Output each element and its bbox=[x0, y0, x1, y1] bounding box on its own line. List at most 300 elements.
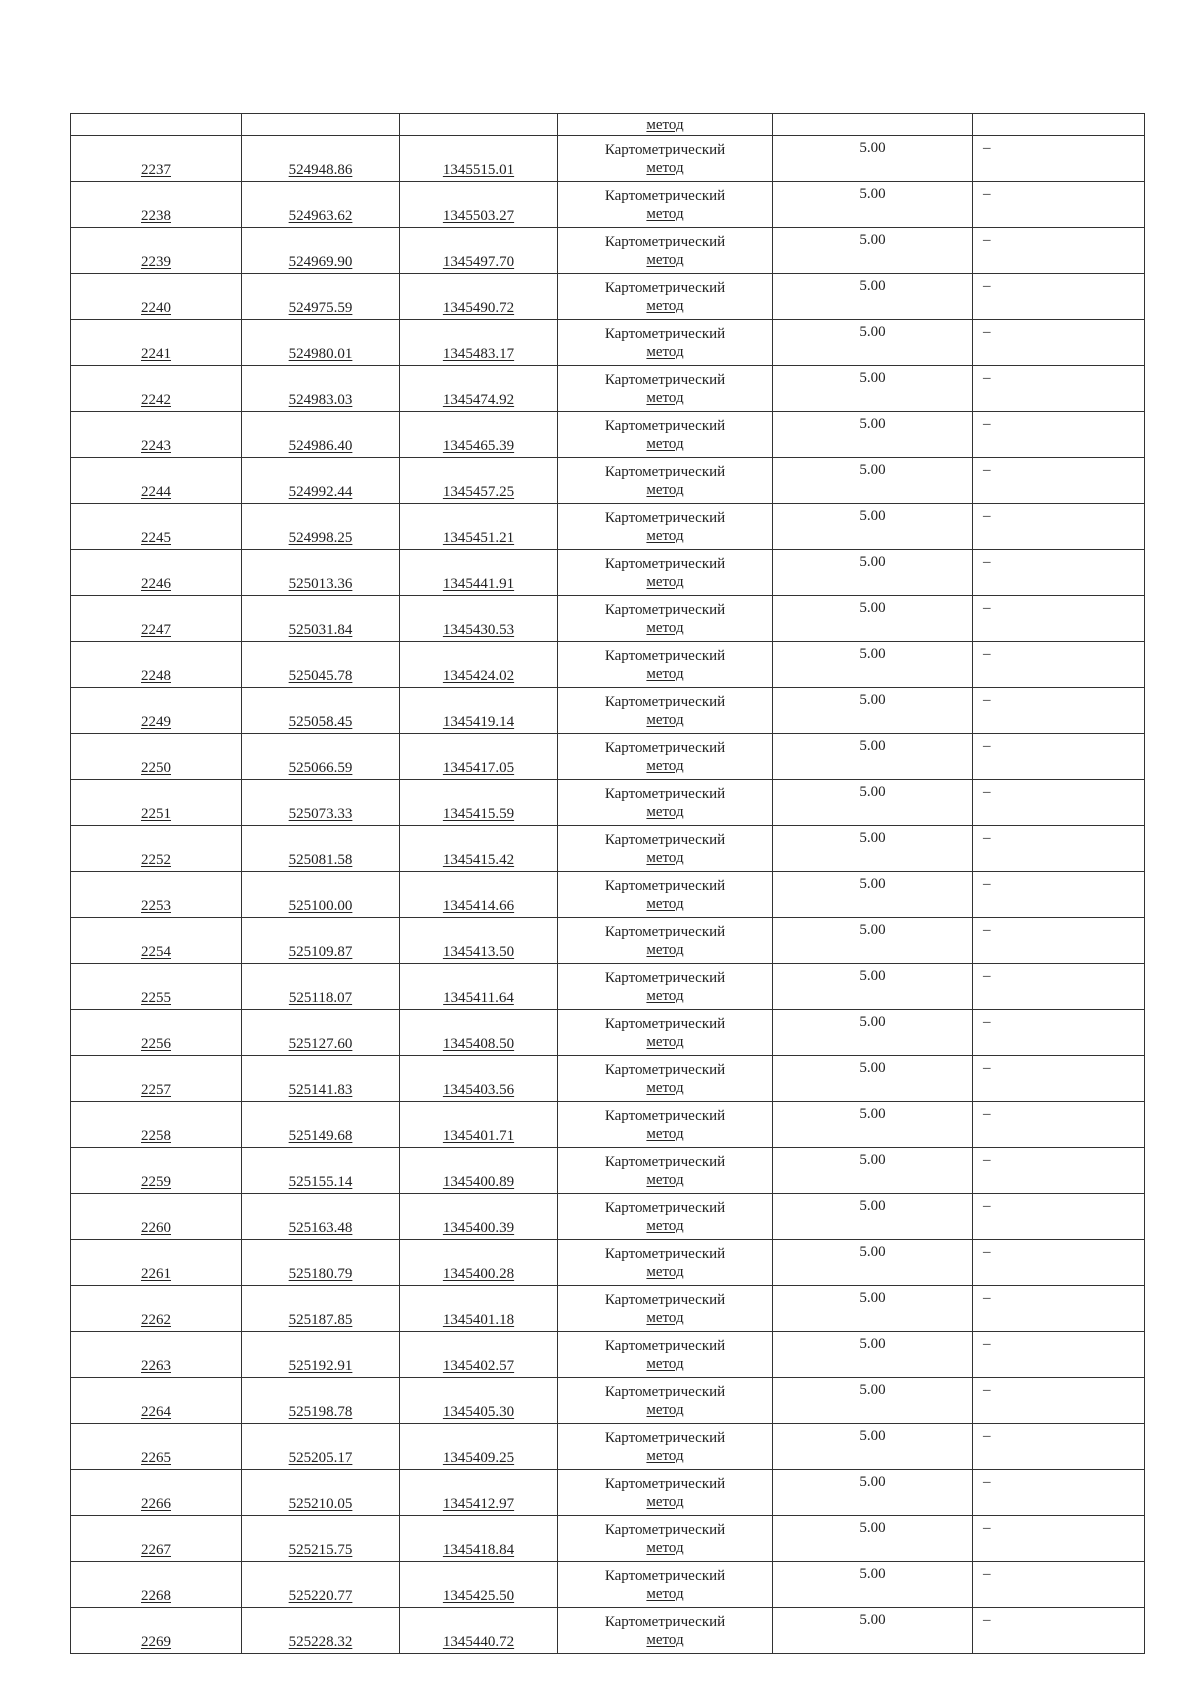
x-coordinate: 525013.36 bbox=[288, 576, 353, 592]
cell-x bbox=[242, 136, 400, 182]
cell-x bbox=[242, 504, 400, 550]
table-row bbox=[71, 1194, 1145, 1240]
cell-x bbox=[242, 114, 400, 136]
accuracy-value: 5.00 bbox=[859, 508, 886, 524]
point-number: 2254 bbox=[141, 944, 171, 960]
cell-y bbox=[400, 596, 558, 642]
cell-x bbox=[242, 320, 400, 366]
table-row bbox=[71, 1562, 1145, 1608]
cell-y bbox=[400, 320, 558, 366]
point-number: 2255 bbox=[141, 990, 171, 1006]
cell-method bbox=[558, 504, 773, 550]
cell-accuracy bbox=[773, 1056, 973, 1102]
cell-accuracy bbox=[773, 826, 973, 872]
y-coordinate: 1345457.25 bbox=[442, 484, 515, 500]
accuracy-value: 5.00 bbox=[859, 554, 886, 570]
cell-x bbox=[242, 366, 400, 412]
cell-method bbox=[558, 642, 773, 688]
cell-y bbox=[400, 1608, 558, 1654]
point-number: 2259 bbox=[141, 1174, 171, 1190]
method-line2: метод bbox=[646, 1539, 684, 1556]
cell-note bbox=[973, 366, 1145, 412]
method-line1: Картометрический bbox=[604, 1337, 726, 1354]
method-line1: Картометрический bbox=[604, 325, 726, 342]
table-row bbox=[71, 872, 1145, 918]
cell-accuracy bbox=[773, 596, 973, 642]
accuracy-value: 5.00 bbox=[859, 1428, 886, 1444]
cell-note bbox=[973, 826, 1145, 872]
method-line2: метод bbox=[646, 573, 684, 590]
table-row bbox=[71, 918, 1145, 964]
note-dash: – bbox=[983, 1198, 991, 1214]
cell-note bbox=[973, 136, 1145, 182]
cell-y bbox=[400, 1240, 558, 1286]
method-line2: метод bbox=[646, 1447, 684, 1464]
accuracy-value: 5.00 bbox=[859, 1106, 886, 1122]
note-dash: – bbox=[983, 876, 991, 892]
method-line2: метод bbox=[646, 1079, 684, 1096]
cell-method bbox=[558, 1056, 773, 1102]
x-coordinate: 524963.62 bbox=[288, 208, 353, 224]
accuracy-value: 5.00 bbox=[859, 692, 886, 708]
cell-x bbox=[242, 1286, 400, 1332]
cell-x bbox=[242, 688, 400, 734]
table-row bbox=[71, 1378, 1145, 1424]
y-coordinate: 1345425.50 bbox=[442, 1588, 515, 1604]
cell-point bbox=[71, 1102, 242, 1148]
x-coordinate: 525100.00 bbox=[288, 898, 353, 914]
cell-note bbox=[973, 1608, 1145, 1654]
cell-method bbox=[558, 1470, 773, 1516]
cell-note bbox=[973, 274, 1145, 320]
y-coordinate: 1345411.64 bbox=[443, 990, 514, 1006]
point-number: 2243 bbox=[141, 438, 171, 454]
cell-note bbox=[973, 1378, 1145, 1424]
point-number: 2268 bbox=[141, 1588, 171, 1604]
note-dash: – bbox=[983, 784, 991, 800]
cell-method bbox=[558, 366, 773, 412]
x-coordinate: 525205.17 bbox=[288, 1450, 353, 1466]
note-dash: – bbox=[983, 186, 991, 202]
cell-x bbox=[242, 596, 400, 642]
cell-y bbox=[400, 1010, 558, 1056]
cell-y bbox=[400, 872, 558, 918]
note-dash: – bbox=[983, 692, 991, 708]
cell-point bbox=[71, 1148, 242, 1194]
cell-method bbox=[558, 964, 773, 1010]
x-coordinate: 525228.32 bbox=[288, 1634, 353, 1650]
table-row bbox=[71, 642, 1145, 688]
cell-accuracy bbox=[773, 872, 973, 918]
method-line2: метод bbox=[646, 895, 684, 912]
method-line2: метод bbox=[646, 665, 684, 682]
y-coordinate: 1345474.92 bbox=[442, 392, 515, 408]
cell-method bbox=[558, 458, 773, 504]
cell-x bbox=[242, 412, 400, 458]
cell-note bbox=[973, 1240, 1145, 1286]
continuation-row bbox=[71, 114, 1145, 136]
method-line1: Картометрический bbox=[604, 1153, 726, 1170]
table-row bbox=[71, 412, 1145, 458]
note-dash: – bbox=[983, 922, 991, 938]
cell-point bbox=[71, 228, 242, 274]
accuracy-value: 5.00 bbox=[859, 784, 886, 800]
point-number: 2256 bbox=[141, 1036, 171, 1052]
method-line2: метод bbox=[646, 343, 684, 360]
accuracy-value: 5.00 bbox=[859, 1566, 886, 1582]
y-coordinate: 1345400.28 bbox=[442, 1266, 515, 1282]
cell-point bbox=[71, 182, 242, 228]
method-line2: метод bbox=[646, 987, 684, 1004]
note-dash: – bbox=[983, 968, 991, 984]
point-number: 2266 bbox=[141, 1496, 171, 1512]
cell-note bbox=[973, 1562, 1145, 1608]
accuracy-value: 5.00 bbox=[859, 600, 886, 616]
cell-note bbox=[973, 1286, 1145, 1332]
table-row bbox=[71, 688, 1145, 734]
cell-note bbox=[973, 228, 1145, 274]
accuracy-value: 5.00 bbox=[859, 186, 886, 202]
cell-accuracy bbox=[773, 1378, 973, 1424]
cell-point bbox=[71, 1332, 242, 1378]
method-line2: метод bbox=[646, 1263, 684, 1280]
x-coordinate: 524998.25 bbox=[288, 530, 353, 546]
note-dash: – bbox=[983, 1014, 991, 1030]
x-coordinate: 525066.59 bbox=[288, 760, 353, 776]
cell-note bbox=[973, 964, 1145, 1010]
method-line2: метод bbox=[646, 205, 684, 222]
cell-point bbox=[71, 1286, 242, 1332]
cell-method bbox=[558, 688, 773, 734]
method-line1: Картометрический bbox=[604, 1061, 726, 1078]
cell-method bbox=[558, 1102, 773, 1148]
x-coordinate: 525220.77 bbox=[288, 1588, 353, 1604]
accuracy-value: 5.00 bbox=[859, 876, 886, 892]
point-number: 2241 bbox=[141, 346, 171, 362]
cell-accuracy bbox=[773, 114, 973, 136]
cell-note bbox=[973, 780, 1145, 826]
point-number: 2248 bbox=[141, 668, 171, 684]
x-coordinate: 525180.79 bbox=[288, 1266, 353, 1282]
y-coordinate: 1345418.84 bbox=[442, 1542, 515, 1558]
method-line2: метод bbox=[646, 1309, 684, 1326]
y-coordinate: 1345465.39 bbox=[442, 438, 515, 454]
cell-accuracy bbox=[773, 504, 973, 550]
method-line1: Картометрический bbox=[604, 601, 726, 618]
x-coordinate: 525187.85 bbox=[288, 1312, 353, 1328]
cell-x bbox=[242, 1332, 400, 1378]
method-line1: Картометрический bbox=[604, 141, 726, 158]
cell-y bbox=[400, 964, 558, 1010]
method-line2: метод bbox=[646, 1401, 684, 1418]
table-row bbox=[71, 320, 1145, 366]
cell-method bbox=[558, 1424, 773, 1470]
point-number: 2267 bbox=[141, 1542, 171, 1558]
cell-note bbox=[973, 872, 1145, 918]
cell-x bbox=[242, 274, 400, 320]
cell-accuracy bbox=[773, 412, 973, 458]
cell-accuracy bbox=[773, 366, 973, 412]
cell-point bbox=[71, 458, 242, 504]
cell-accuracy bbox=[773, 1286, 973, 1332]
cell-note bbox=[973, 1424, 1145, 1470]
method-line1: Картометрический bbox=[604, 739, 726, 756]
method-line2: метод bbox=[646, 297, 684, 314]
cell-accuracy bbox=[773, 1240, 973, 1286]
note-dash: – bbox=[983, 738, 991, 754]
cell-y bbox=[400, 1378, 558, 1424]
cell-note bbox=[973, 688, 1145, 734]
method-line2: метод bbox=[646, 1171, 684, 1188]
cell-method bbox=[558, 550, 773, 596]
cell-note bbox=[973, 642, 1145, 688]
cell-accuracy bbox=[773, 964, 973, 1010]
method-line2: метод bbox=[646, 1493, 684, 1510]
method-line1: Картометрический bbox=[604, 923, 726, 940]
cell-point bbox=[71, 964, 242, 1010]
cell-y bbox=[400, 1148, 558, 1194]
table-row bbox=[71, 734, 1145, 780]
table-row bbox=[71, 1148, 1145, 1194]
method-line1: Картометрический bbox=[604, 693, 726, 710]
method-line1: Картометрический bbox=[604, 647, 726, 664]
cell-note bbox=[973, 504, 1145, 550]
x-coordinate: 525198.78 bbox=[288, 1404, 353, 1420]
method-line2: метод bbox=[646, 251, 684, 268]
cell-point bbox=[71, 1516, 242, 1562]
table-row bbox=[71, 1470, 1145, 1516]
cell-accuracy bbox=[773, 458, 973, 504]
cell-y bbox=[400, 826, 558, 872]
cell-note bbox=[973, 458, 1145, 504]
y-coordinate: 1345483.17 bbox=[442, 346, 515, 362]
table-row bbox=[71, 780, 1145, 826]
y-coordinate: 1345400.39 bbox=[442, 1220, 515, 1236]
y-coordinate: 1345405.30 bbox=[442, 1404, 515, 1420]
accuracy-value: 5.00 bbox=[859, 416, 886, 432]
note-dash: – bbox=[983, 600, 991, 616]
note-dash: – bbox=[983, 1566, 991, 1582]
note-dash: – bbox=[983, 1474, 991, 1490]
note-dash: – bbox=[983, 140, 991, 156]
cell-x bbox=[242, 182, 400, 228]
point-number: 2246 bbox=[141, 576, 171, 592]
method-line2: метод bbox=[646, 757, 684, 774]
note-dash: – bbox=[983, 1290, 991, 1306]
cell-point bbox=[71, 320, 242, 366]
cell-y bbox=[400, 1194, 558, 1240]
method-line2: метод bbox=[646, 619, 684, 636]
accuracy-value: 5.00 bbox=[859, 968, 886, 984]
y-coordinate: 1345451.21 bbox=[442, 530, 515, 546]
cell-accuracy bbox=[773, 1562, 973, 1608]
y-coordinate: 1345401.71 bbox=[442, 1128, 515, 1144]
cell-y bbox=[400, 274, 558, 320]
method-line1: Картометрический bbox=[604, 1107, 726, 1124]
note-dash: – bbox=[983, 1612, 991, 1628]
cell-y bbox=[400, 1102, 558, 1148]
cell-point bbox=[71, 1378, 242, 1424]
accuracy-value: 5.00 bbox=[859, 1198, 886, 1214]
point-number: 2249 bbox=[141, 714, 171, 730]
point-number: 2242 bbox=[141, 392, 171, 408]
x-coordinate: 525149.68 bbox=[288, 1128, 353, 1144]
cell-x bbox=[242, 642, 400, 688]
cell-method bbox=[558, 136, 773, 182]
accuracy-value: 5.00 bbox=[859, 1290, 886, 1306]
x-coordinate: 524992.44 bbox=[288, 484, 353, 500]
cell-point bbox=[71, 1194, 242, 1240]
cell-x bbox=[242, 1562, 400, 1608]
cell-accuracy bbox=[773, 734, 973, 780]
cell-y bbox=[400, 550, 558, 596]
cell-point bbox=[71, 550, 242, 596]
cell-x bbox=[242, 1470, 400, 1516]
method-line2: метод bbox=[646, 159, 684, 176]
cell-y bbox=[400, 1470, 558, 1516]
method-line2: метод bbox=[646, 1355, 684, 1372]
cell-y bbox=[400, 136, 558, 182]
y-coordinate: 1345409.25 bbox=[442, 1450, 515, 1466]
y-coordinate: 1345400.89 bbox=[442, 1174, 515, 1190]
cell-x bbox=[242, 1056, 400, 1102]
method-line2: метод bbox=[646, 527, 684, 544]
table-row bbox=[71, 366, 1145, 412]
method-line1: Картометрический bbox=[604, 371, 726, 388]
cell-note bbox=[973, 320, 1145, 366]
cell-method bbox=[558, 1332, 773, 1378]
table-row bbox=[71, 1010, 1145, 1056]
cell-accuracy bbox=[773, 228, 973, 274]
cell-note bbox=[973, 114, 1145, 136]
cell-y bbox=[400, 918, 558, 964]
cell-accuracy bbox=[773, 1332, 973, 1378]
cell-point bbox=[71, 1010, 242, 1056]
table-row bbox=[71, 964, 1145, 1010]
x-coordinate: 525155.14 bbox=[288, 1174, 353, 1190]
method-line1: Картометрический bbox=[604, 969, 726, 986]
cell-x bbox=[242, 1148, 400, 1194]
cell-y bbox=[400, 412, 558, 458]
point-number: 2239 bbox=[141, 254, 171, 270]
cell-accuracy bbox=[773, 688, 973, 734]
cell-note bbox=[973, 1148, 1145, 1194]
method-line1: Картометрический bbox=[604, 1429, 726, 1446]
note-dash: – bbox=[983, 462, 991, 478]
method-line2: метод bbox=[646, 1585, 684, 1602]
method-line1: Картометрический bbox=[604, 1383, 726, 1400]
cell-note bbox=[973, 1332, 1145, 1378]
cell-note bbox=[973, 1056, 1145, 1102]
method-line1: Картометрический bbox=[604, 417, 726, 434]
accuracy-value: 5.00 bbox=[859, 324, 886, 340]
cell-point bbox=[71, 504, 242, 550]
y-coordinate: 1345497.70 bbox=[442, 254, 515, 270]
note-dash: – bbox=[983, 646, 991, 662]
table-row bbox=[71, 1056, 1145, 1102]
cell-accuracy bbox=[773, 1470, 973, 1516]
cell-note bbox=[973, 412, 1145, 458]
cell-note bbox=[973, 1470, 1145, 1516]
cell-y bbox=[400, 1516, 558, 1562]
cell-y bbox=[400, 688, 558, 734]
note-dash: – bbox=[983, 508, 991, 524]
point-number: 2264 bbox=[141, 1404, 171, 1420]
cell-accuracy bbox=[773, 642, 973, 688]
point-number: 2252 bbox=[141, 852, 171, 868]
table-row bbox=[71, 1240, 1145, 1286]
note-dash: – bbox=[983, 1060, 991, 1076]
cell-note bbox=[973, 1010, 1145, 1056]
accuracy-value: 5.00 bbox=[859, 370, 886, 386]
cell-point bbox=[71, 1608, 242, 1654]
cell-point bbox=[71, 366, 242, 412]
y-coordinate: 1345417.05 bbox=[442, 760, 515, 776]
cell-point bbox=[71, 1240, 242, 1286]
cell-y bbox=[400, 1424, 558, 1470]
y-coordinate: 1345441.91 bbox=[442, 576, 515, 592]
cell-x bbox=[242, 780, 400, 826]
method-line1: Картометрический bbox=[604, 1245, 726, 1262]
accuracy-value: 5.00 bbox=[859, 738, 886, 754]
y-coordinate: 1345408.50 bbox=[442, 1036, 515, 1052]
cell-x bbox=[242, 1608, 400, 1654]
method-line1: Картометрический bbox=[604, 1567, 726, 1584]
note-dash: – bbox=[983, 1244, 991, 1260]
cell-accuracy bbox=[773, 182, 973, 228]
accuracy-value: 5.00 bbox=[859, 1474, 886, 1490]
cell-accuracy bbox=[773, 918, 973, 964]
point-number: 2260 bbox=[141, 1220, 171, 1236]
cell-method bbox=[558, 872, 773, 918]
method-line2: метод bbox=[646, 941, 684, 958]
cell-point bbox=[71, 872, 242, 918]
x-coordinate: 524980.01 bbox=[288, 346, 353, 362]
cell-y bbox=[400, 114, 558, 136]
method-line1: Картометрический bbox=[604, 233, 726, 250]
point-number: 2262 bbox=[141, 1312, 171, 1328]
accuracy-value: 5.00 bbox=[859, 1520, 886, 1536]
cell-method bbox=[558, 1286, 773, 1332]
cell-method bbox=[558, 1010, 773, 1056]
method-line2: метод bbox=[646, 849, 684, 866]
cell-x bbox=[242, 550, 400, 596]
cell-method bbox=[558, 114, 773, 136]
cell-note bbox=[973, 734, 1145, 780]
cell-note bbox=[973, 550, 1145, 596]
cell-accuracy bbox=[773, 1608, 973, 1654]
note-dash: – bbox=[983, 554, 991, 570]
table-row bbox=[71, 596, 1145, 642]
method-line2: метод bbox=[646, 481, 684, 498]
cell-note bbox=[973, 182, 1145, 228]
cell-point bbox=[71, 734, 242, 780]
cell-method bbox=[558, 1516, 773, 1562]
y-coordinate: 1345403.56 bbox=[442, 1082, 515, 1098]
x-coordinate: 525192.91 bbox=[288, 1358, 353, 1374]
cell-x bbox=[242, 1424, 400, 1470]
cell-x bbox=[242, 918, 400, 964]
y-coordinate: 1345415.42 bbox=[442, 852, 515, 868]
y-coordinate: 1345401.18 bbox=[442, 1312, 515, 1328]
x-coordinate: 525109.87 bbox=[288, 944, 353, 960]
cell-y bbox=[400, 1562, 558, 1608]
cell-accuracy bbox=[773, 320, 973, 366]
cell-accuracy bbox=[773, 274, 973, 320]
method-line2: метод bbox=[646, 1217, 684, 1234]
method-line1: Картометрический bbox=[604, 1521, 726, 1538]
method-line2: метод bbox=[646, 711, 684, 728]
